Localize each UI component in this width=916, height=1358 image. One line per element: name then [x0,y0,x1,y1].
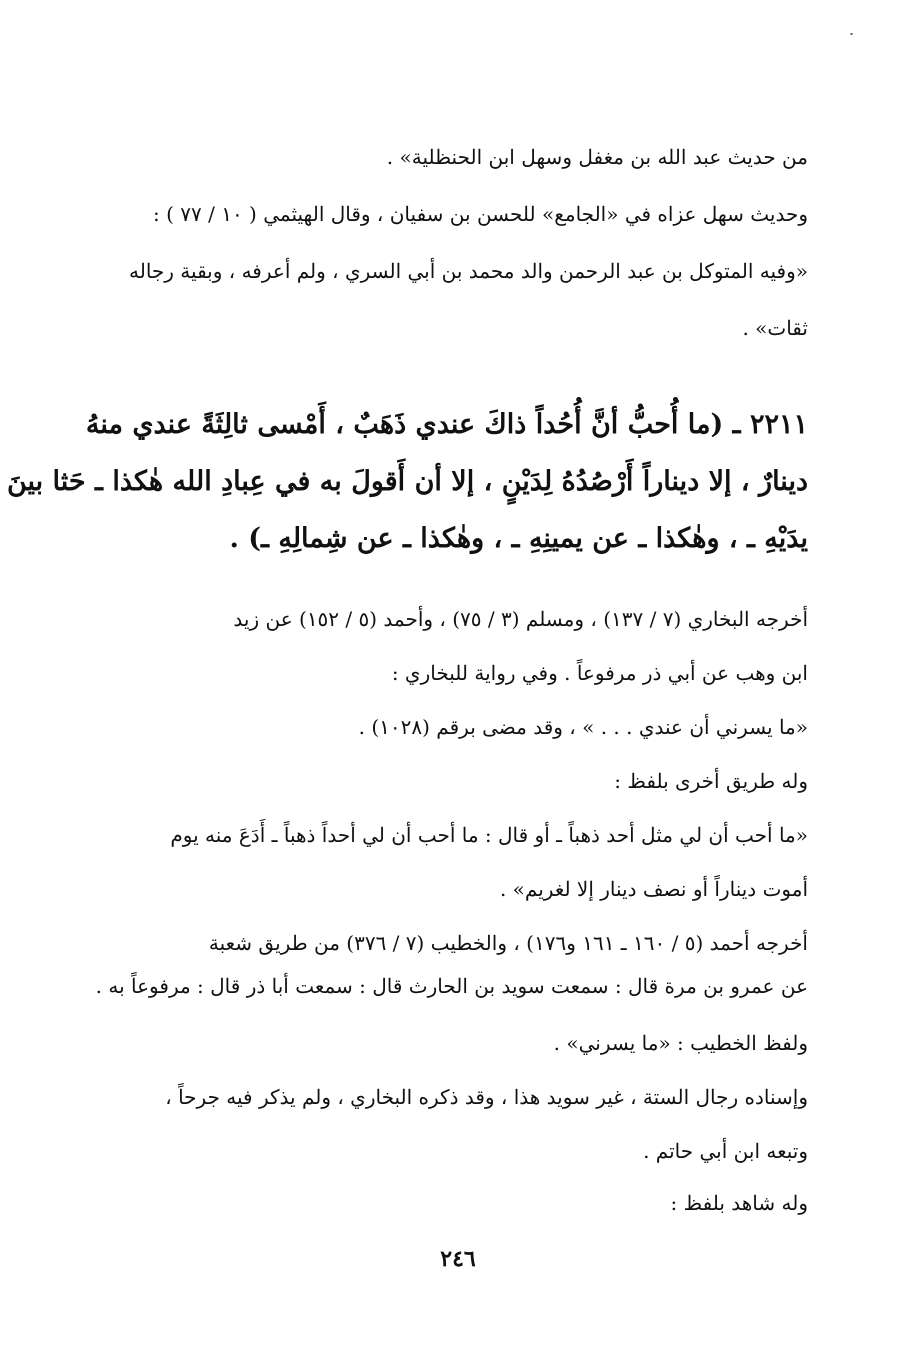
hadith-text-line-1: ٢٢١١ ـ (ما أُحبُّ أنَّ أُحُداً ذاكَ عندي ذَهَبٌ ، أَمْسى ثالِثَةً عندي منهُ [85,409,808,440]
commentary-line-9: ولفظ الخطيب : «ما يسرني» . [553,1031,808,1055]
commentary-line-5: «ما أحب أن لي مثل أحد ذهباً ـ أو قال : ما أحب أن لي أحداً ذهباً ـ أَدَعَ منه يوم [170,823,808,847]
page-number: ٢٤٦ [440,1246,476,1272]
commentary-line-11: وتبعه ابن أبي حاتم . [643,1139,808,1163]
prev-text-line-4: ثقات» . [742,316,808,340]
commentary-line-6: أموت ديناراً أو نصف دينار إلا لغريم» . [499,877,808,901]
prev-text-line-2: وحديث سهل عزاه في «الجامع» للحسن بن سفيان ، وقال الهيثمي ( ١٠ / ٧٧ ) : [153,202,808,226]
commentary-line-1: أخرجه البخاري (٧ / ١٣٧) ، ومسلم (٣ / ٧٥) ، وأحمد (٥ / ١٥٢) عن زيد [233,607,808,631]
commentary-line-10: وإسناده رجال الستة ، غير سويد هذا ، وقد ذكره البخاري ، ولم يذكر فيه جرحاً ، [165,1085,808,1109]
commentary-line-4: وله طريق أخرى بلفظ : [614,769,808,793]
commentary-line-12: وله شاهد بلفظ : [670,1191,808,1215]
hadith-text-line-2: دينارٌ ، إلا ديناراً أَرْصُدُهُ لِدَيْنٍ ، إلا أن أَقولَ به في عِبادِ الله هٰكذا ـ حَثا بينَ [6,466,808,497]
commentary-line-2: ابن وهب عن أبي ذر مرفوعاً . وفي رواية للبخاري : [391,661,808,685]
commentary-line-8: عن عمرو بن مرة قال : سمعت سويد بن الحارث قال : سمعت أبا ذر قال : مرفوعاً به . [95,974,808,998]
hadith-text-line-3: يدَيْهِ ـ ، وهٰكذا ـ عن يمينِهِ ـ ، وهٰكذا ـ عن شِمالِهِ ـ) . [229,523,808,554]
prev-text-line-3: «وفيه المتوكل بن عبد الرحمن والد محمد بن أبي السري ، ولم أعرفه ، وبقية رجاله [129,259,808,283]
scan-speck [850,33,853,35]
commentary-line-3: «ما يسرني أن عندي . . . » ، وقد مضى برقم (١٠٢٨) . [358,715,808,739]
commentary-line-7: أخرجه أحمد (٥ / ١٦٠ ـ ١٦١ و١٧٦) ، والخطيب (٧ / ٣٧٦) من طريق شعبة [208,931,808,955]
prev-text-line-1: من حديث عبد الله بن مغفل وسهل ابن الحنظلية» . [386,145,808,169]
